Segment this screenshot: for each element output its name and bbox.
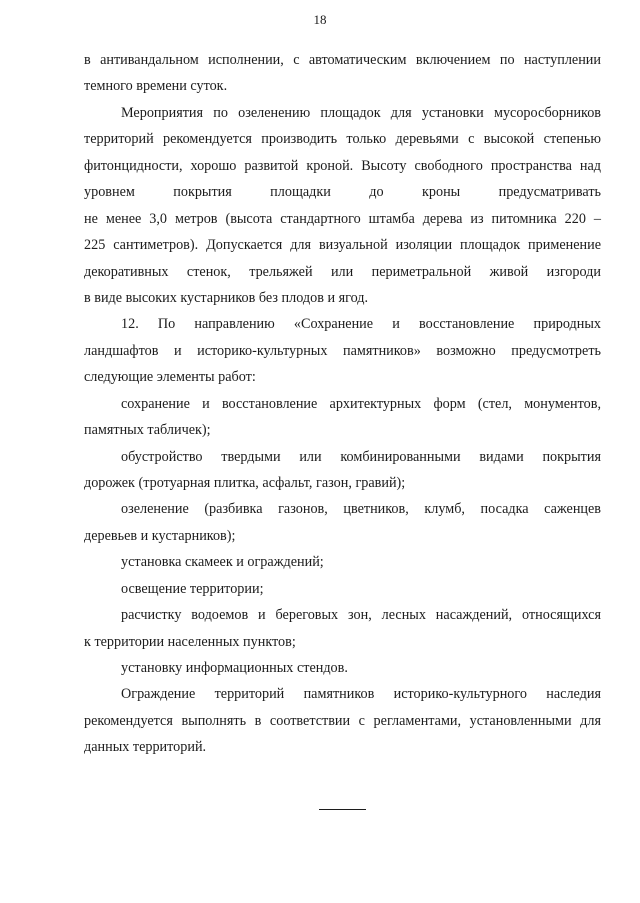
text-line: в антивандальном исполнении, с автоматическим включением по наступлении [84,52,601,68]
text-line: памятных табличек); [84,422,211,438]
text-line: темного времени суток. [84,78,228,94]
list-item-line: озеленение (разбивка газонов, цветников, клумб, посадка саженцев [121,501,601,517]
paragraph-first-line: 12. По направлению «Сохранение и восстановление природных [121,316,601,332]
list-item-line: установка скамеек и ограждений; [121,554,324,570]
text-line: уровнем покрытия площадки до кроны предусматривать [84,184,601,200]
text-line: декоративных стенок, трельяжей или периметральной живой изгороди [84,264,601,280]
text-line: данных территорий. [84,739,207,755]
text-line: не менее 3,0 метров (высота стандартного штамба дерева из питомника 220 – [84,211,601,227]
text-line: дорожек (тротуарная плитка, асфальт, газон, гравий); [84,475,406,491]
text-line: ландшафтов и историко-культурных памятников» возможно предусмотреть [84,343,601,359]
end-divider [319,809,366,810]
text-line: деревьев и кустарников); [84,528,236,544]
list-item-line: сохранение и восстановление архитектурных форм (стел, монументов, [121,396,601,412]
paragraph-first-line: Ограждение территорий памятников историко-культурного наследия [121,686,601,702]
list-item-line: расчистку водоемов и береговых зон, лесных насаждений, относящихся [121,607,601,623]
text-line: в виде высоких кустарников без плодов и ягод. [84,290,369,306]
text-line: территорий рекомендуется производить только деревьями с высокой степенью [84,131,601,147]
list-item-line: освещение территории; [121,581,264,597]
paragraph-first-line: Мероприятия по озеленению площадок для установки мусоросборников [121,105,601,121]
list-item-line: обустройство твердыми или комбинированными видами покрытия [121,449,601,465]
list-item-line: установку информационных стендов. [121,660,348,676]
page-number: 18 [313,12,327,27]
text-line: следующие элементы работ: [84,369,256,385]
text-line: фитонцидности, хорошо развитой кроной. Высоту свободного пространства над [84,158,601,174]
text-line: рекомендуется выполнять в соответствии с регламентами, установленными для [84,713,601,729]
text-line: к территории населенных пунктов; [84,634,296,650]
text-line: 225 сантиметров). Допускается для визуальной изоляции площадок применение [84,237,601,253]
